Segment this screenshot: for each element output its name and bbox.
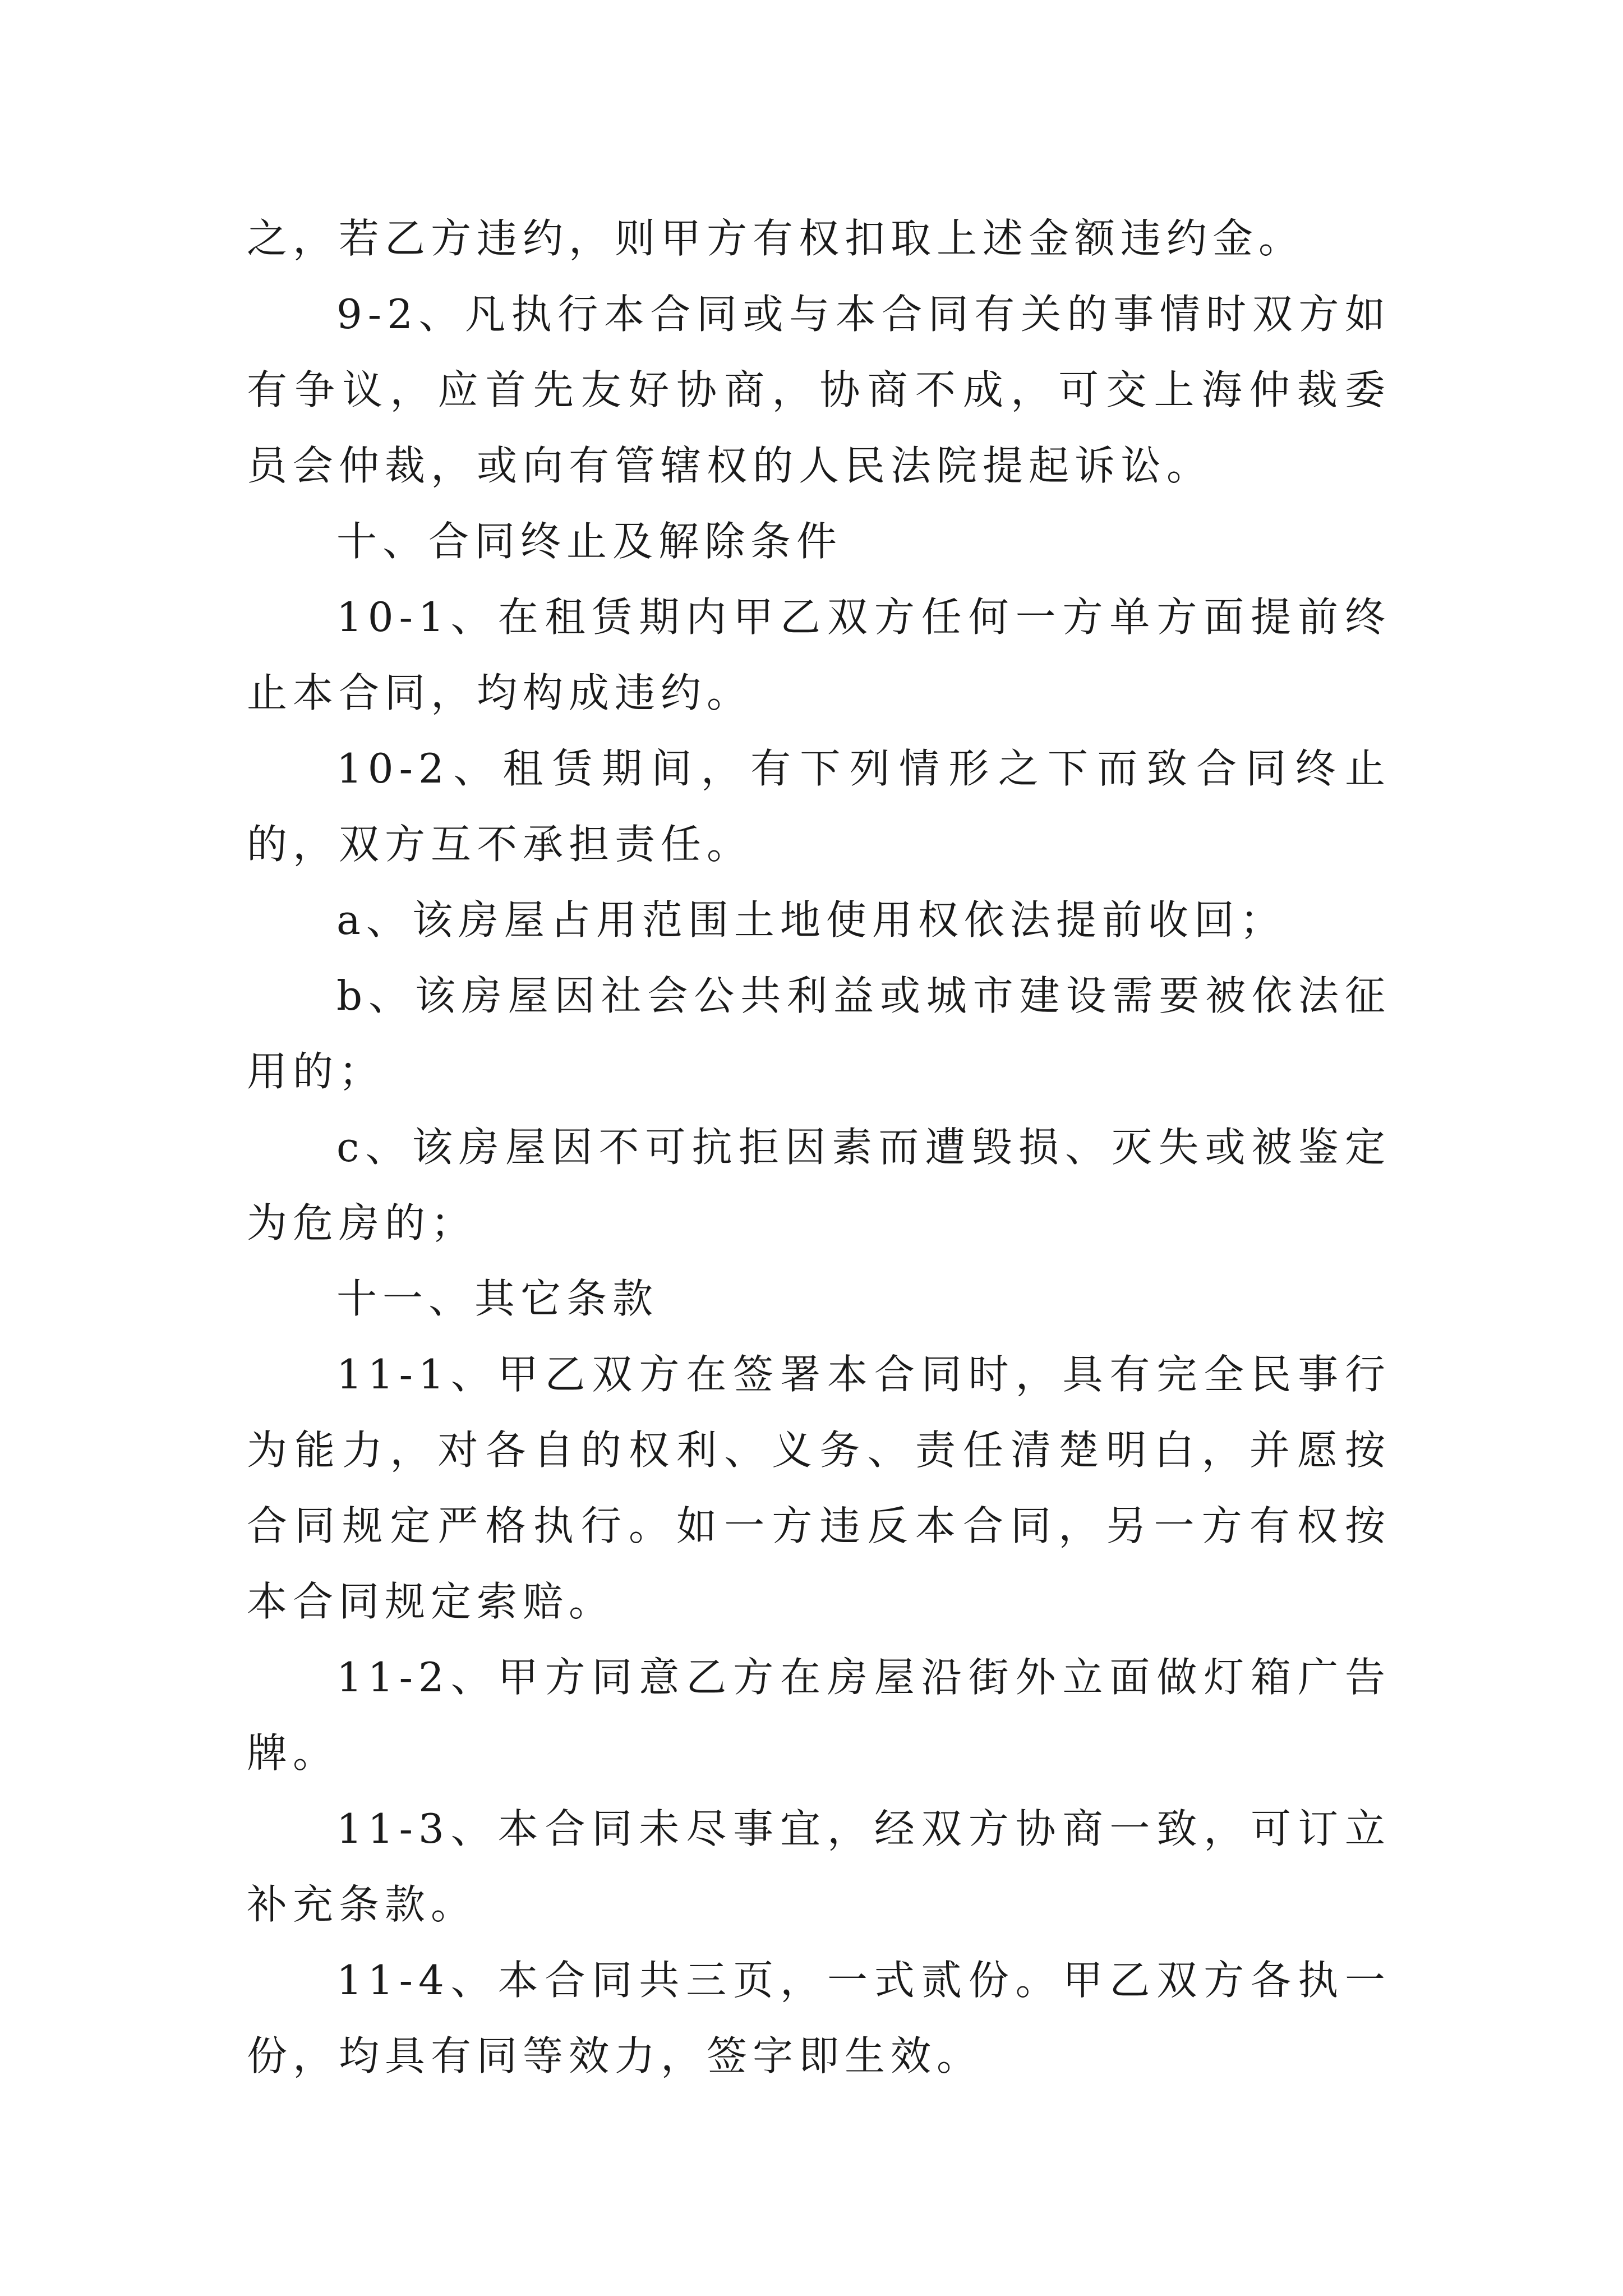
paragraph-9-2: 9-2、凡执行本合同或与本合同有关的事情时双方如有争议，应首先友好协商，协商不成，可交上海仲裁委员会仲裁，或向有管辖权的人民法院提起诉讼。 — [247, 291, 1391, 489]
paragraph-11-1: 11-1、甲乙双方在签署本合同时，具有完全民事行为能力，对各自的权利、义务、责任清楚明白，并愿按合同规定严格执行。如一方违反本合同，另一方有权按本合同规定索赔。 — [247, 1351, 1391, 1625]
section-heading-11: 十一、其它条款 — [336, 1275, 659, 1322]
document-body — [247, 201, 1391, 2094]
paragraph-11-3: 11-3、本合同未尽事宜，经双方协商一致，可订立补充条款。 — [247, 1805, 1391, 1928]
section-heading-10: 十、合同终止及解除条件 — [336, 518, 843, 565]
paragraph-10-2: 10-2、租赁期间，有下列情形之下而致合同终止的，双方互不承担责任。 — [247, 745, 1391, 868]
paragraph-10-1: 10-1、在租赁期内甲乙双方任何一方单方面提前终止本合同，均构成违约。 — [247, 593, 1391, 716]
list-item-b: b、该房屋因社会公共利益或城市建设需要被依法征用的； — [247, 972, 1391, 1095]
paragraph-11-4: 11-4、本合同共三页，一式贰份。甲乙双方各执一份，均具有同等效力，签字即生效。 — [247, 1957, 1391, 2079]
list-item-a: a、该房屋占用范围土地使用权依法提前收回； — [336, 896, 1286, 944]
list-item-c: c、该房屋因不可抗拒因素而遭毁损、灭失或被鉴定为危房的； — [247, 1124, 1391, 1246]
paragraph-continuation: 之，若乙方违约，则甲方有权扣取上述金额违约金。 — [247, 215, 1305, 262]
paragraph-11-2: 11-2、甲方同意乙方在房屋沿街外立面做灯箱广告牌。 — [247, 1654, 1391, 1777]
